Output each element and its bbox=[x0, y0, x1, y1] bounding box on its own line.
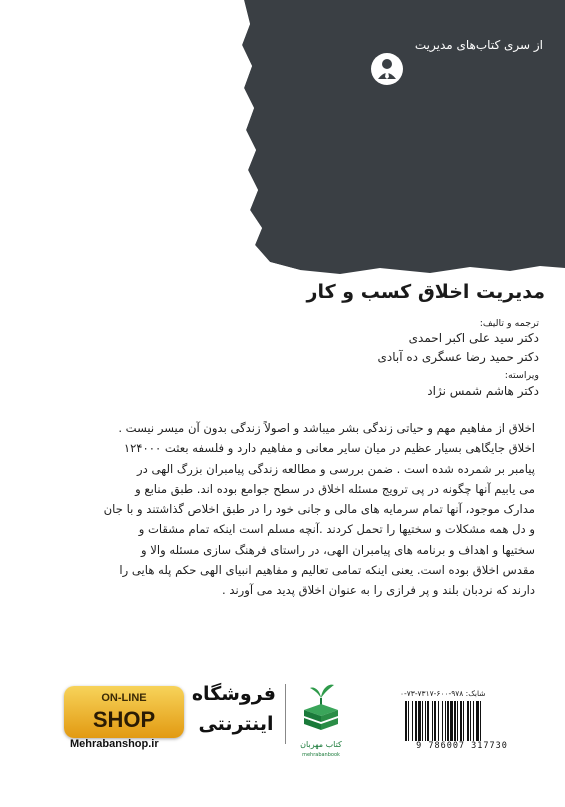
barcode bbox=[403, 701, 526, 741]
barcode-bar bbox=[473, 701, 474, 741]
blurb-line: مدارک موجود، آنها تمام سرمایه های مالی و جانی خود را در طبق اخلاص گذاشتند و با جان bbox=[103, 502, 535, 517]
editor-label: ویراسته: bbox=[504, 370, 539, 381]
barcode-bar bbox=[454, 701, 456, 741]
shop-url[interactable]: Mehrabanshop.ir bbox=[70, 738, 159, 750]
blurb-line: می یابیم آنها چگونه در پی ترویج مسئله اخلاق در سطح جوامع بوده اند. طبق منابع و bbox=[135, 481, 535, 496]
blurb-line: مقدس اخلاق بوده است. یعنی اینکه تمامی تعالیم و مفاهیم انبیای الهی حکم پله هایی را bbox=[119, 563, 535, 578]
barcode-bar bbox=[447, 701, 449, 741]
barcode-bar bbox=[408, 701, 409, 741]
book-stack-sprout-icon bbox=[296, 676, 346, 736]
barcode-bar bbox=[405, 701, 407, 741]
author-1: دکتر سید علی اکبر احمدی bbox=[408, 331, 539, 345]
blurb-line: دارند که نردبان بلند و پر فرازی را به عنوان اخلاق پدید می آورند . bbox=[221, 583, 535, 598]
barcode-bar bbox=[457, 701, 458, 741]
barcode-bar bbox=[412, 701, 413, 741]
barcode-bar bbox=[438, 701, 439, 741]
shop-badge-top: ON-LINE bbox=[101, 692, 147, 704]
barcode-bar bbox=[445, 701, 446, 741]
barcode-bar bbox=[460, 701, 462, 741]
person-tie-icon bbox=[370, 52, 404, 86]
shop-label-line1: فروشگاه bbox=[191, 683, 276, 705]
blurb-line: اخلاق از مفاهیم مهم و حیاتی زندگی بشر میباشد و اصولاً زندگی بدون آن میسر نیست . bbox=[118, 421, 535, 435]
barcode-bar bbox=[480, 701, 481, 741]
blurb-line: و دل همه مشکلات و سختیها را تحمل کردند .آنچه مسلم است اینکه تمام مشقات و bbox=[138, 522, 535, 537]
barcode-bar bbox=[427, 701, 429, 741]
barcode-bar bbox=[434, 701, 436, 741]
isbn-number: 9 786007 317730 bbox=[416, 741, 508, 751]
series-label: از سری کتاب‌های مدیریت bbox=[414, 38, 543, 52]
barcode-bar bbox=[432, 701, 433, 741]
barcode-bar bbox=[476, 701, 479, 741]
editor-name: دکتر هاشم شمس نژاد bbox=[427, 384, 539, 398]
divider bbox=[285, 684, 286, 744]
isbn-label: شابک: ۹۷۸-۶۰۰-۷۳۱۷-۷۳-۰ bbox=[400, 689, 486, 698]
barcode-bar bbox=[418, 701, 421, 741]
book-title: مدیریت اخلاق کسب و کار bbox=[306, 281, 545, 303]
publisher-name: کتاب مهربان bbox=[300, 740, 342, 749]
barcode-bar bbox=[442, 701, 443, 741]
barcode-bar bbox=[425, 701, 426, 741]
barcode-bar bbox=[422, 701, 423, 741]
blurb-line: پیامبر بر شمرده شده است . ضمن بررسی و مطالعه زندگی پیامبران بزرگ الهی در bbox=[137, 461, 535, 476]
barcode-bar bbox=[470, 701, 471, 741]
barcode-bar bbox=[415, 701, 417, 741]
barcode-bar bbox=[463, 701, 464, 741]
blurb bbox=[30, 418, 535, 601]
shop-badge-main: SHOP bbox=[92, 707, 156, 732]
online-shop-badge[interactable] bbox=[64, 686, 184, 738]
translation-label: ترجمه و تالیف: bbox=[479, 318, 539, 329]
blurb-line: سختیها و اهداف و برنامه های پیامبران الهی، در راستای فرهنگ سازی مسئله والا و bbox=[140, 542, 535, 557]
barcode-bar bbox=[450, 701, 453, 741]
shop-label-line2: اینترنتی bbox=[198, 713, 274, 735]
barcode-bar bbox=[467, 701, 469, 741]
blurb-line: اخلاق جایگاهی بسیار عظیم در میان سایر معانی و مفاهیم دارد و فلسفه بعثت ۱۲۴۰۰۰ bbox=[123, 441, 535, 456]
publisher-sub: mehrabanbook bbox=[302, 752, 340, 758]
author-2: دکتر حمید رضا عسگری ده آبادی bbox=[377, 350, 539, 364]
